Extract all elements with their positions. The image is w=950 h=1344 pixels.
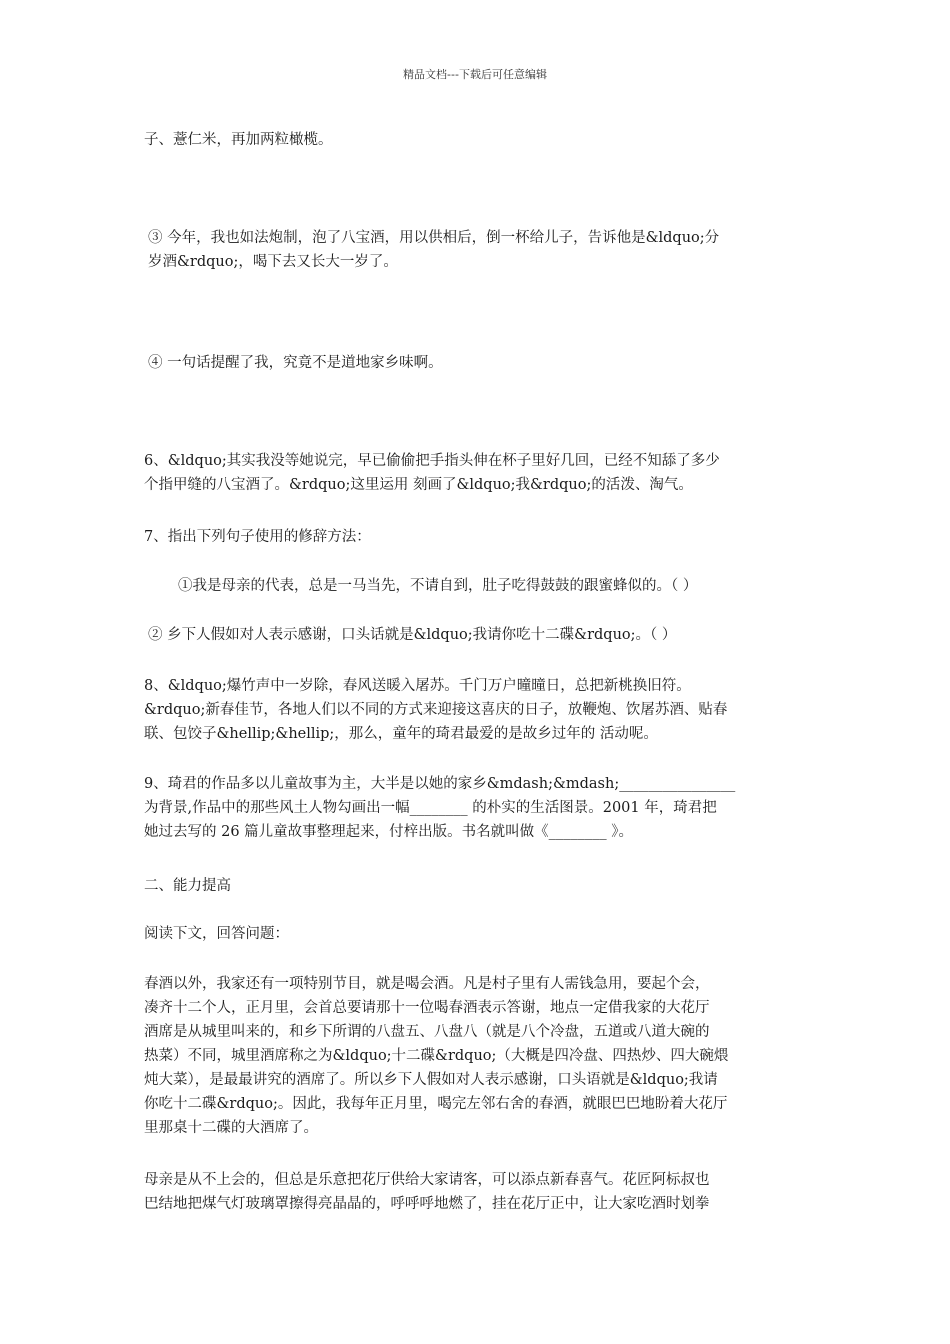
reading-instruction: 阅读下文，回答问题： [144,926,289,942]
question-4: ④ 一句话提醒了我，究竟不是道地家乡味啊。 [148,355,443,371]
text-line: 岁酒&rdquo;，喝下去又长大一岁了。 [148,254,398,270]
text-line: 8、&ldquo;爆竹声中一岁除，春风送暖入屠苏。千门万户曈曈日，总把新桃换旧符。 [144,678,691,694]
text-line: 春酒以外，我家还有一项特别节目，就是喝会酒。凡是村子里有人需钱急用，要起个会， [144,976,710,992]
section-heading: 二、能力提高 [144,878,231,894]
reading-paragraph-1 [144,972,824,1140]
text-line: 凑齐十二个人，正月里，会首总要请那十一位喝春酒表示答谢，地点一定借我家的大花厅 [144,1000,710,1016]
text-line: 母亲是从不上会的，但总是乐意把花厅供给大家请客，可以添点新春喜气。花匠阿标叔也 [144,1172,710,1188]
question-7-item-2: ② 乡下人假如对人表示感谢，口头话就是&ldquo;我请你吃十二碟&rdquo;。（ ） [148,627,677,643]
text-line: 联、包饺子&hellip;&hellip;，那么，童年的琦君最爱的是故乡过年的 活动呢。 [144,726,658,742]
question-7-item-1: ①我是母亲的代表，总是一马当先，不请自到，肚子吃得鼓鼓的跟蜜蜂似的。（ ） [178,578,698,594]
question-8 [144,674,824,746]
text-line: 她过去写的 26 篇儿童故事整理起来，付梓出版。书名就叫做《________ 》。 [144,824,634,840]
question-7: 7、指出下列句子使用的修辞方法： [144,529,371,545]
text-line: ③ 今年，我也如法炮制，泡了八宝酒，用以供相后，倒一杯给儿子，告诉他是&ldquo;分 [148,230,720,246]
text-line: 炖大菜），是最最讲究的酒席了。所以乡下人假如对人表示感谢，口头语就是&ldquo;我请 [144,1072,718,1088]
text-line: 酒席是从城里叫来的，和乡下所谓的八盘五、八盘八（就是八个冷盘，五道或八道大碗的 [144,1024,710,1040]
text-line: 里那桌十二碟的大酒席了。 [144,1120,318,1136]
text-line: 你吃十二碟&rdquo;。因此，我每年正月里，喝完左邻右舍的春酒，就眼巴巴地盼着大花厅 [144,1096,728,1112]
text-line: 个指甲缝的八宝酒了。&rdquo;这里运用 刻画了&ldquo;我&rdquo;的活泼、淘气。 [144,477,693,493]
text-line: 子、薏仁米，再加两粒橄榄。 [144,132,333,148]
text-line: 9、琦君的作品多以儿童故事为主，大半是以她的家乡&mdash;&mdash;________________ [144,776,736,792]
text-line: 6、&ldquo;其实我没等她说完，早已偷偷把手指头伸在杯子里好几回，已经不知舔了多少 [144,453,720,469]
question-6 [144,449,824,497]
question-9 [144,772,824,844]
text-line: 为背景,作品中的那些风土人物勾画出一幅________ 的朴实的生活图景。2001 年，琦君把 [144,800,717,816]
page-header: 精品文档---下载后可任意编辑 [403,68,547,81]
text-line: 巴结地把煤气灯玻璃罩擦得亮晶晶的，呼呼呼地燃了，挂在花厅正中，让大家吃酒时划拳 [144,1196,710,1212]
reading-paragraph-2 [144,1168,824,1216]
text-line: 热菜）不同，城里酒席称之为&ldquo;十二碟&rdquo;（大概是四冷盘、四热炒、四大碗煨 [144,1048,729,1064]
text-line: &rdquo;新春佳节，各地人们以不同的方式来迎接这喜庆的日子，放鞭炮、饮屠苏酒、贴春 [144,702,728,718]
question-3 [148,226,828,274]
